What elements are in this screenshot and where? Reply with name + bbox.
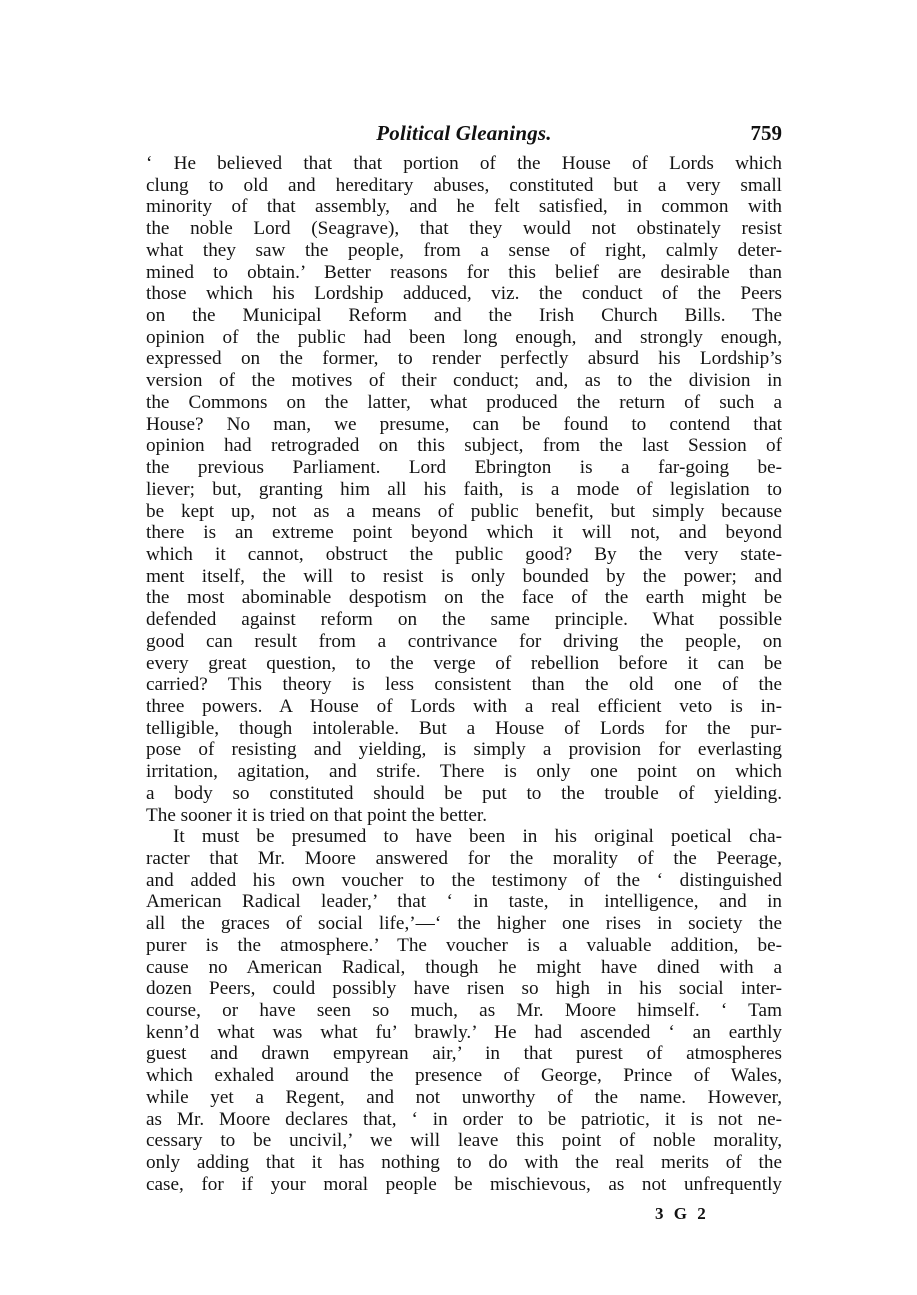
text-line: which it cannot, obstruct the public good? By the very state- xyxy=(146,543,782,565)
text-line: three powers. A House of Lords with a real efficient veto is in- xyxy=(146,695,782,717)
text-line: those which his Lordship adduced, viz. the conduct of the Peers xyxy=(146,283,782,305)
text-line: House? No man, we presume, can be found to contend that xyxy=(146,413,782,435)
text-line: clung to old and hereditary abuses, constituted but a very small xyxy=(146,174,782,196)
text-line: The sooner it is tried on that point the better. xyxy=(146,804,488,826)
page-number: 759 xyxy=(750,121,782,145)
text-line: cessary to be uncivil,’ we will leave this point of noble morality, xyxy=(146,1130,782,1152)
text-line: as Mr. Moore declares that, ‘ in order to be patriotic, it is not ne- xyxy=(146,1108,782,1130)
text-line: minority of that assembly, and he felt satisfied, in common with xyxy=(146,196,782,218)
text-line: liever; but, granting him all his faith, is a mode of legislation to xyxy=(146,478,782,500)
text-line: pose of resisting and yielding, is simply a provision for everlasting xyxy=(146,739,782,761)
text-line: what they saw the people, from a sense of right, calmly deter- xyxy=(146,239,782,261)
running-title: Political Gleanings. xyxy=(376,121,552,145)
text-line: defended against reform on the same principle. What possible xyxy=(146,609,782,631)
text-line: and added his own voucher to the testimony of the ‘ distinguished xyxy=(146,869,782,891)
text-line: every great question, to the verge of rebellion before it can be xyxy=(146,652,782,674)
text-line: all the graces of social life,’—‘ the higher one rises in society the xyxy=(146,913,782,935)
text-line: the Commons on the latter, what produced the return of such a xyxy=(146,391,782,413)
body-text xyxy=(146,153,782,1196)
paragraph-1 xyxy=(146,153,782,826)
text-line: opinion of the public had been long enough, and strongly enough, xyxy=(146,326,782,348)
text-line: dozen Peers, could possibly have risen so high in his social inter- xyxy=(146,978,782,1000)
text-line: American Radical leader,’ that ‘ in taste, in intelligence, and in xyxy=(146,891,782,913)
text-line: racter that Mr. Moore answered for the morality of the Peerage, xyxy=(146,848,782,869)
running-head xyxy=(146,118,782,148)
text-line: purer is the atmosphere.’ The voucher is a valuable addition, be- xyxy=(146,934,782,956)
text-line: carried? This theory is less consistent than the old one of the xyxy=(146,674,782,696)
text-line: course, or have seen so much, as Mr. Moore himself. ‘ Tam xyxy=(146,1000,782,1022)
text-line: cause no American Radical, though he might have dined with a xyxy=(146,956,782,978)
text-line: be kept up, not as a means of public benefit, but simply because xyxy=(146,500,782,522)
text-line: guest and drawn empyrean air,’ in that purest of atmospheres xyxy=(146,1043,782,1065)
text-line: on the Municipal Reform and the Irish Church Bills. The xyxy=(146,305,782,327)
text-line: It must be presumed to have been in his original poetical cha- xyxy=(173,826,782,848)
text-line: expressed on the former, to render perfectly absurd his Lordship’s xyxy=(146,348,782,370)
text-line: version of the motives of their conduct; and, as to the division in xyxy=(146,370,782,392)
text-line: mined to obtain.’ Better reasons for this belief are desirable than xyxy=(146,261,782,283)
text-line: good can result from a contrivance for driving the people, on xyxy=(146,630,782,652)
text-line: case, for if your moral people be mischievous, as not unfrequently xyxy=(146,1173,782,1195)
text-line: the previous Parliament. Lord Ebrington is a far-going be- xyxy=(146,457,782,479)
text-line: a body so constituted should be put to the trouble of yielding. xyxy=(146,782,782,804)
text-line: ‘ He believed that that portion of the House of Lords which xyxy=(146,153,782,174)
text-line: the most abominable despotism on the face of the earth might be xyxy=(146,587,782,609)
text-line: irritation, agitation, and strife. There is only one point on which xyxy=(146,761,782,783)
signature-mark: 3 G 2 xyxy=(655,1204,706,1223)
text-line: telligible, though intolerable. But a House of Lords for the pur- xyxy=(146,717,782,739)
text-line: kenn’d what was what fu’ brawly.’ He had ascended ‘ an earthly xyxy=(146,1021,782,1043)
text-line: while yet a Regent, and not unworthy of the name. However, xyxy=(146,1086,782,1108)
text-line: only adding that it has nothing to do with the real merits of the xyxy=(146,1152,782,1174)
text-line: the noble Lord (Seagrave), that they would not obstinately resist xyxy=(146,218,782,240)
paragraph-2 xyxy=(146,826,782,1195)
text-line: ment itself, the will to resist is only bounded by the power; and xyxy=(146,565,782,587)
text-line: there is an extreme point beyond which it will not, and beyond xyxy=(146,522,782,544)
text-line: opinion had retrograded on this subject, from the last Session of xyxy=(146,435,782,457)
text-line: which exhaled around the presence of George, Prince of Wales, xyxy=(146,1065,782,1087)
